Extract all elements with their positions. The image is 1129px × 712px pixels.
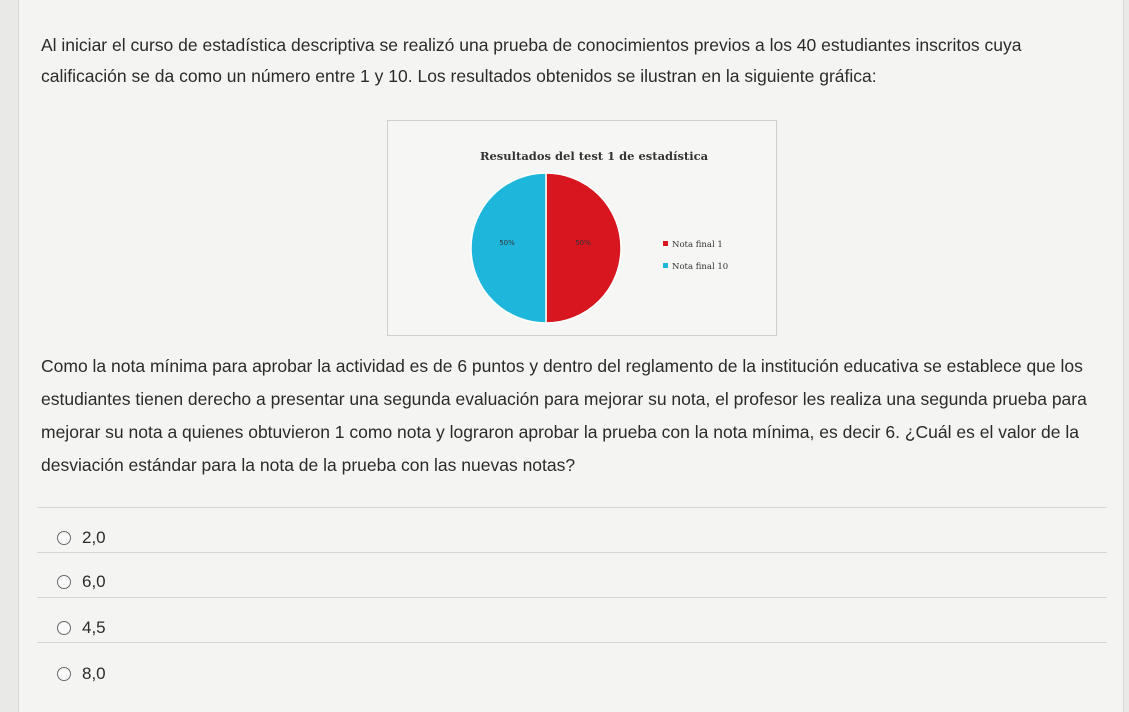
- answer-option-label: 4,5: [82, 618, 106, 637]
- legend-swatch-nota-final-10: [663, 263, 668, 268]
- question-intro-text: Al iniciar el curso de estadística descriptiva se realizó una prueba de conocimientos previos a los 40 estudiantes inscritos cuya calificación se da como un número entre 1 y 10. Los resultados obtenidos se ilustran en la siguiente gráfica:: [41, 35, 1022, 86]
- radio-button[interactable]: [57, 531, 71, 545]
- divider: [37, 552, 1107, 553]
- pie-slice-nota-final-1: [546, 173, 621, 323]
- legend-label-nota-final-1: Nota final 1: [672, 240, 723, 250]
- answer-option-b[interactable]: [57, 572, 106, 592]
- answer-option-a[interactable]: [57, 528, 106, 548]
- answer-option-label: 8,0: [82, 664, 106, 683]
- legend-swatch-nota-final-1: [663, 241, 668, 246]
- divider: [37, 597, 1107, 598]
- divider: [37, 642, 1107, 643]
- legend-label-nota-final-10: Nota final 10: [672, 262, 729, 272]
- radio-button[interactable]: [57, 667, 71, 681]
- question-card: [18, 0, 1124, 712]
- chart-legend: [663, 240, 728, 272]
- pie-slice-nota-final-10: [471, 173, 546, 323]
- pie-chart: [387, 120, 777, 336]
- slice-label-nota-final-1: 50%: [575, 239, 591, 247]
- question-body-text: Como la nota mínima para aprobar la actividad es de 6 puntos y dentro del reglamento de la institución educativa se establece que los estudiantes tienen derecho a presentar una segunda evaluación para mejorar su nota, el profesor les realiza una segunda prueba para mejorar su nota a quienes obtuvieron 1 como nota y lograron aprobar la prueba con la nota mínima, es decir 6. ¿Cuál es el valor de la desviación estándar para la nota de la prueba con las nuevas notas?: [41, 356, 1087, 475]
- radio-button[interactable]: [57, 575, 71, 589]
- answer-option-d[interactable]: [57, 664, 106, 684]
- radio-button[interactable]: [57, 621, 71, 635]
- pie-slices: [471, 173, 621, 323]
- answer-option-label: 2,0: [82, 528, 106, 547]
- answer-option-c[interactable]: [57, 618, 106, 638]
- slice-label-nota-final-10: 50%: [499, 239, 515, 247]
- chart-title: Resultados del test 1 de estadística: [479, 149, 709, 163]
- pie-chart-svg: [388, 121, 776, 335]
- answer-option-label: 6,0: [82, 572, 106, 591]
- divider: [37, 507, 1107, 508]
